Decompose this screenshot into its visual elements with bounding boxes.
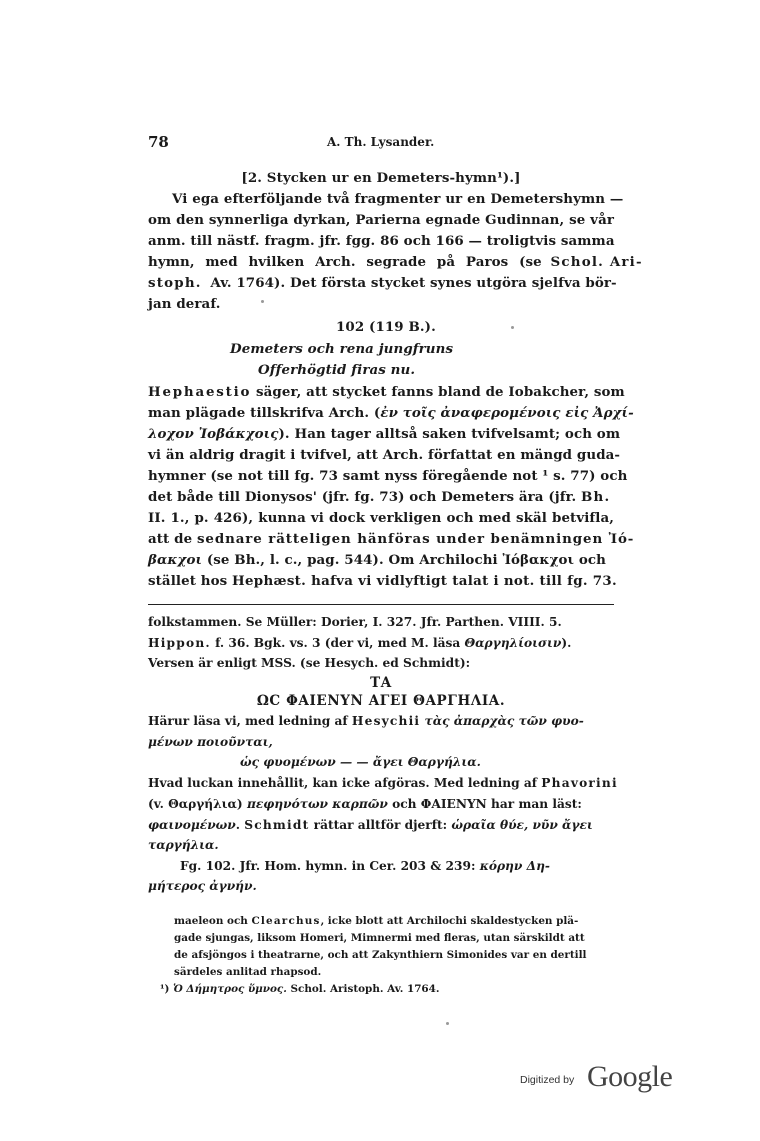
footnote-line	[148, 714, 614, 728]
author-abbrev: Bh.	[581, 489, 611, 505]
small-footnote-line: de afsjöngos i theatrarne, och att Zakynthiern Simonides var en dertill	[174, 949, 587, 961]
greek-word: φαινομένων	[148, 818, 236, 832]
body-text-spaced: Hephæst. hafva vi vidlyftigt talat i not. till fg. 73.	[232, 573, 618, 589]
small-text: , icke blott att Archilochi skaldestycken plä-	[320, 915, 579, 927]
intro-line-composite	[148, 275, 617, 291]
greek-quote: πεφηνότων καρπῶν	[246, 797, 388, 811]
body-line	[148, 489, 614, 505]
body-text: det både till Dionysos' (jfr. fg. 73) och Demeters ära (jfr.	[148, 489, 582, 505]
body-text-spaced: sednare rätteligen hänföras under benämningen Ἰό-	[196, 531, 635, 547]
small-text: Schol. Aristoph. Av. 1764.	[286, 983, 440, 995]
print-speck	[446, 1022, 449, 1025]
greek-quote: λοχον Ἰοβάκχοις	[148, 426, 279, 442]
print-speck	[261, 300, 264, 303]
footnote-line	[148, 636, 614, 650]
body-line: II. 1., p. 426), kunna vi dock verkligen och med skäl betvifla,	[148, 510, 614, 526]
footnote-line	[148, 776, 618, 790]
body-line	[148, 531, 635, 547]
watermark-small-text: Digitized by	[520, 1074, 575, 1086]
body-text: ). Han tager alltså saken tvifvelsamt; och om	[278, 426, 621, 442]
footnote-text: ).	[561, 636, 572, 650]
footnote-text: (v. Θαργήλια)	[148, 797, 247, 811]
greek-quote: ἐν τοῖς ἀναφερομένοις εἰς Ἀρχί-	[380, 405, 634, 421]
section-heading: [2. Stycken ur en Demeters-hymn¹).]	[241, 170, 521, 186]
body-line	[148, 384, 625, 400]
greek-line: μήτερος ἀγνήν.	[148, 879, 257, 893]
footnote-text: .	[235, 818, 245, 832]
running-title: A. Th. Lysander.	[327, 135, 435, 149]
author-name: Schmidt	[244, 818, 310, 832]
footnote-text: Fg. 102. Jfr. Hom. hymn. in Cer. 203 & 239:	[180, 859, 480, 873]
schol-reference-end: stoph.	[148, 275, 202, 291]
small-footnote-line: gade sjungas, liksom Homeri, Mimnermi med fleras, utan särskildt att	[174, 932, 585, 944]
footnote-text: Hvad luckan innehållit, kan icke afgöras. Med ledning af	[148, 776, 542, 790]
footnote-line	[148, 818, 614, 832]
author-name: Clearchus	[251, 915, 321, 927]
author-name: Hesychii	[351, 714, 421, 728]
greek-quote: τὰς ἀπαρχὰς τῶν φυο-	[420, 714, 584, 728]
print-speck	[511, 326, 514, 329]
intro-line-composite	[148, 254, 643, 270]
page-number: 78	[148, 133, 169, 151]
footnote-line: Versen är enligt MSS. (se Hesych. ed Schmidt):	[148, 656, 471, 670]
body-text: (se Bh., l. c., pag. 544). Om Archilochi Ἰόβακχοι och	[202, 552, 606, 568]
greek-quote: ὡραῖα θύε, νῦν ἄγει	[451, 818, 593, 832]
intro-line: anm. till nästf. fragm. jfr. fgg. 86 och 166 — troligtvis samma	[148, 233, 615, 249]
body-line	[148, 426, 621, 442]
greek-word: βακχοι	[148, 552, 203, 568]
capitals-line: ΤΑ	[370, 675, 392, 691]
footnote-text: f. 36. Bgk. vs. 3 (der vi, med M. läsa	[210, 636, 465, 650]
body-line: hymner (se not till fg. 73 samt nyss föregående not ¹ s. 77) och	[148, 468, 628, 484]
footnote-divider	[148, 604, 614, 605]
small-text: maeleon	[174, 915, 224, 927]
body-line	[148, 573, 618, 589]
intro-text: Av. 1764). Det första stycket synes utgöra sjelfva bör-	[210, 275, 617, 291]
footnote-line	[180, 859, 550, 873]
greek-word: Θαργηλίοισιν	[464, 636, 562, 650]
body-text: säger, att stycket fanns bland de Iobakcher, som	[251, 384, 625, 400]
intro-line: jan deraf.	[148, 296, 221, 312]
footnote-reference	[160, 983, 600, 995]
footnote-text: rättar alltför djerft:	[309, 818, 452, 832]
small-text: och	[223, 915, 252, 927]
capitals-line: ΩC ΦΑΙΕΝΥΝ ΑΓΕΙ ΘΑΡΓΗΛΙΑ.	[256, 693, 506, 709]
fragment-title-line: Demeters och rena jungfruns	[230, 341, 454, 357]
body-line: vi än aldrig dragit i tvifvel, att Arch. författat en mängd guda-	[148, 447, 621, 463]
digitized-watermark	[520, 1060, 690, 1100]
intro-line: Vi ega efterföljande två fragmenter ur en Demetershymn —	[172, 191, 624, 207]
footnote-line	[148, 797, 614, 811]
footnote-text: Härur läsa vi, med ledning af	[148, 714, 352, 728]
body-text: stället hos	[148, 573, 233, 589]
intro-text: hymn, med hvilken Arch. segrade på Paros (se	[148, 254, 542, 270]
body-line	[148, 405, 634, 421]
google-logo-text: Google	[587, 1060, 673, 1093]
body-text: man plägade tillskrifva Arch. (	[148, 405, 381, 421]
small-footnote-line: särdeles anlitad rhapsod.	[174, 966, 322, 978]
body-text: att de	[148, 531, 197, 547]
footnote-line: folkstammen. Se Müller: Dorier, I. 327. Jfr. Parthen. VIIII. 5.	[148, 615, 562, 629]
greek-quote: κόρην Δη-	[479, 859, 550, 873]
small-footnote-line	[174, 915, 614, 927]
greek-line: ταργήλια.	[148, 838, 219, 852]
author-name: Hephaestio	[148, 384, 252, 400]
fragment-number: 102 (119 B.).	[336, 319, 436, 335]
body-line	[148, 552, 614, 568]
greek-line: ὡς φυομένων — — ἄγει Θαργήλια.	[240, 755, 481, 769]
fragment-title-line: Offerhögtid firas nu.	[258, 362, 416, 378]
footnote-mark: ¹)	[160, 983, 170, 995]
intro-line: om den synnerliga dyrkan, Parierna egnade Gudinnan, se vår	[148, 212, 614, 228]
footnote-text: och ΦΑΙΕΝΥΝ har man läst:	[387, 797, 582, 811]
greek-line: μένων ποιοῦνται,	[148, 735, 273, 749]
schol-reference: Schol. Ari-	[550, 254, 643, 270]
author-name: Hippon.	[148, 636, 211, 650]
greek-title: Ὁ Δήμητρος ὕμνος.	[169, 983, 287, 995]
author-name: Phavorini	[541, 776, 618, 790]
